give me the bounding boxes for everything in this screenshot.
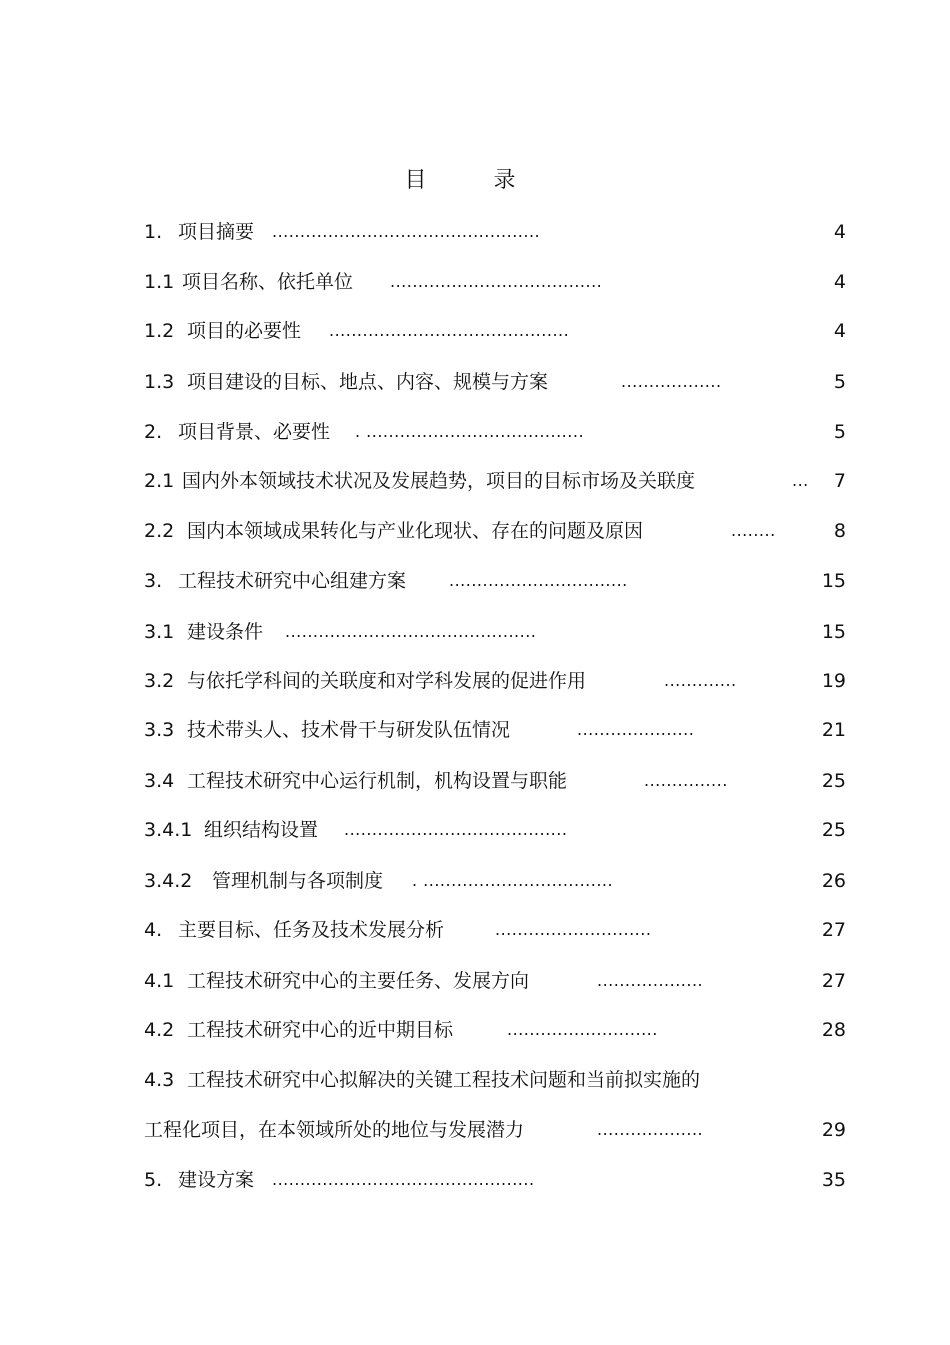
toc-entry-page: 8 xyxy=(833,520,846,542)
toc-entry-text: 与依托学科间的关联度和对学科发展的促进作用 xyxy=(187,670,587,692)
toc-entry-number: 5. xyxy=(144,1169,163,1191)
toc-entry-number: 4.1 xyxy=(144,970,175,992)
toc-entry-number: 1.1 xyxy=(144,271,175,293)
toc-entry-number: 3.1 xyxy=(144,621,175,643)
toc-entry-leader: ..................... xyxy=(577,720,695,739)
toc-entry-number: 4.2 xyxy=(144,1019,175,1041)
toc-entry-leader: ............... xyxy=(644,771,728,790)
toc-entry-text: 项目建设的目标、地点、内容、规模与方案 xyxy=(187,371,549,393)
toc-entry-number: 3.4 xyxy=(144,770,175,792)
toc-entry-number: 2. xyxy=(144,421,163,443)
toc-entry-text: 工程技术研究中心的主要任务、发展方向 xyxy=(187,970,530,992)
toc-entry-page: 15 xyxy=(821,621,846,643)
toc-entry-text: 国内本领域成果转化与产业化现状、存在的问题及原因 xyxy=(187,520,644,542)
toc-entry-text: 建设方案 xyxy=(178,1169,255,1191)
toc-entry-leader: ............................ xyxy=(495,920,652,939)
toc-entry-number: 2.1 xyxy=(144,470,175,492)
toc-entry-leader: ... xyxy=(792,471,809,490)
toc-entry-page: 4 xyxy=(833,271,846,293)
toc-entry-page: 21 xyxy=(821,719,846,741)
toc-entry-number: 2.2 xyxy=(144,520,175,542)
toc-entry-leader: ............................................... xyxy=(272,1170,535,1189)
toc-entry-leader: ................... xyxy=(597,971,704,990)
page-title: 目 录 xyxy=(404,168,546,193)
toc-entry-text: 组织结构设置 xyxy=(204,819,319,841)
toc-entry-page: 5 xyxy=(833,421,846,443)
toc-entry-text: 项目背景、必要性 xyxy=(178,421,331,443)
toc-entry-page: 25 xyxy=(821,819,846,841)
toc-entry-page: 25 xyxy=(821,770,846,792)
toc-entry-number: 4.3 xyxy=(144,1069,175,1091)
toc-entry-page: 35 xyxy=(821,1169,846,1191)
toc-entry-page: 26 xyxy=(821,870,846,892)
toc-entry-number: 1.2 xyxy=(144,320,175,342)
toc-entry-text: 项目摘要 xyxy=(178,221,255,243)
toc-entry-number: 3. xyxy=(144,570,163,592)
toc-entry-leader: ................................ xyxy=(449,571,628,590)
toc-entry-leader: ........................... xyxy=(507,1020,658,1039)
toc-entry-number: 3.4.2 xyxy=(144,870,193,892)
toc-entry-page: 4 xyxy=(833,320,846,342)
toc-entry-page: 29 xyxy=(821,1119,846,1141)
toc-entry-page: 27 xyxy=(821,919,846,941)
toc-entry-page: 7 xyxy=(833,470,846,492)
toc-entry-text: 技术带头人、技术骨干与研发队伍情况 xyxy=(187,719,511,741)
toc-entry-number: 3.4.1 xyxy=(144,819,193,841)
toc-entry-text: 工程技术研究中心的近中期目标 xyxy=(187,1019,454,1041)
toc-entry-text: 管理机制与各项制度 xyxy=(212,870,384,892)
toc-entry-leader: ...................................... xyxy=(390,272,603,291)
toc-entry-leader: ............. xyxy=(664,671,737,690)
toc-entry-text: 国内外本领域技术状况及发展趋势，项目的目标市场及关联度 xyxy=(182,470,696,492)
toc-entry-text: 工程技术研究中心拟解决的关键工程技术问题和当前拟实施的 xyxy=(187,1069,701,1091)
toc-entry-page: 19 xyxy=(821,670,846,692)
toc-entry-leader: ............................................. xyxy=(285,622,537,641)
toc-entry-number: 3.2 xyxy=(144,670,175,692)
toc-entry-page: 4 xyxy=(833,221,846,243)
toc-entry-leader: . .................................. xyxy=(412,871,614,890)
toc-entry-number: 1.3 xyxy=(144,371,175,393)
toc-entry-leader: ................................................ xyxy=(272,222,541,241)
toc-entry-leader: .................. xyxy=(621,372,722,391)
toc-entry-text: 主要目标、任务及技术发展分析 xyxy=(178,919,445,941)
toc-entry-leader: ................... xyxy=(597,1120,704,1139)
toc-entry-page: 27 xyxy=(821,970,846,992)
toc-entry-text: 建设条件 xyxy=(187,621,264,643)
toc-entry-page: 28 xyxy=(821,1019,846,1041)
toc-entry-number: 1. xyxy=(144,221,163,243)
toc-entry-number: 3.3 xyxy=(144,719,175,741)
toc-entry-text: 工程技术研究中心运行机制，机构设置与职能 xyxy=(187,770,568,792)
toc-entry-number: 4. xyxy=(144,919,163,941)
toc-entry-page: 5 xyxy=(833,371,846,393)
toc-entry-text: 项目名称、依托单位 xyxy=(182,271,354,293)
toc-entry-leader: . ....................................... xyxy=(355,422,585,441)
toc-entry-leader: ........................................... xyxy=(329,321,570,340)
toc-entry-text: 工程化项目，在本领域所处的地位与发展潜力 xyxy=(144,1119,525,1141)
toc-entry-leader: ........................................ xyxy=(344,820,568,839)
toc-entry-page: 15 xyxy=(821,570,846,592)
toc-entry-text: 工程技术研究中心组建方案 xyxy=(178,570,407,592)
toc-entry-leader: ........ xyxy=(731,521,776,540)
toc-entry-text: 项目的必要性 xyxy=(187,320,302,342)
